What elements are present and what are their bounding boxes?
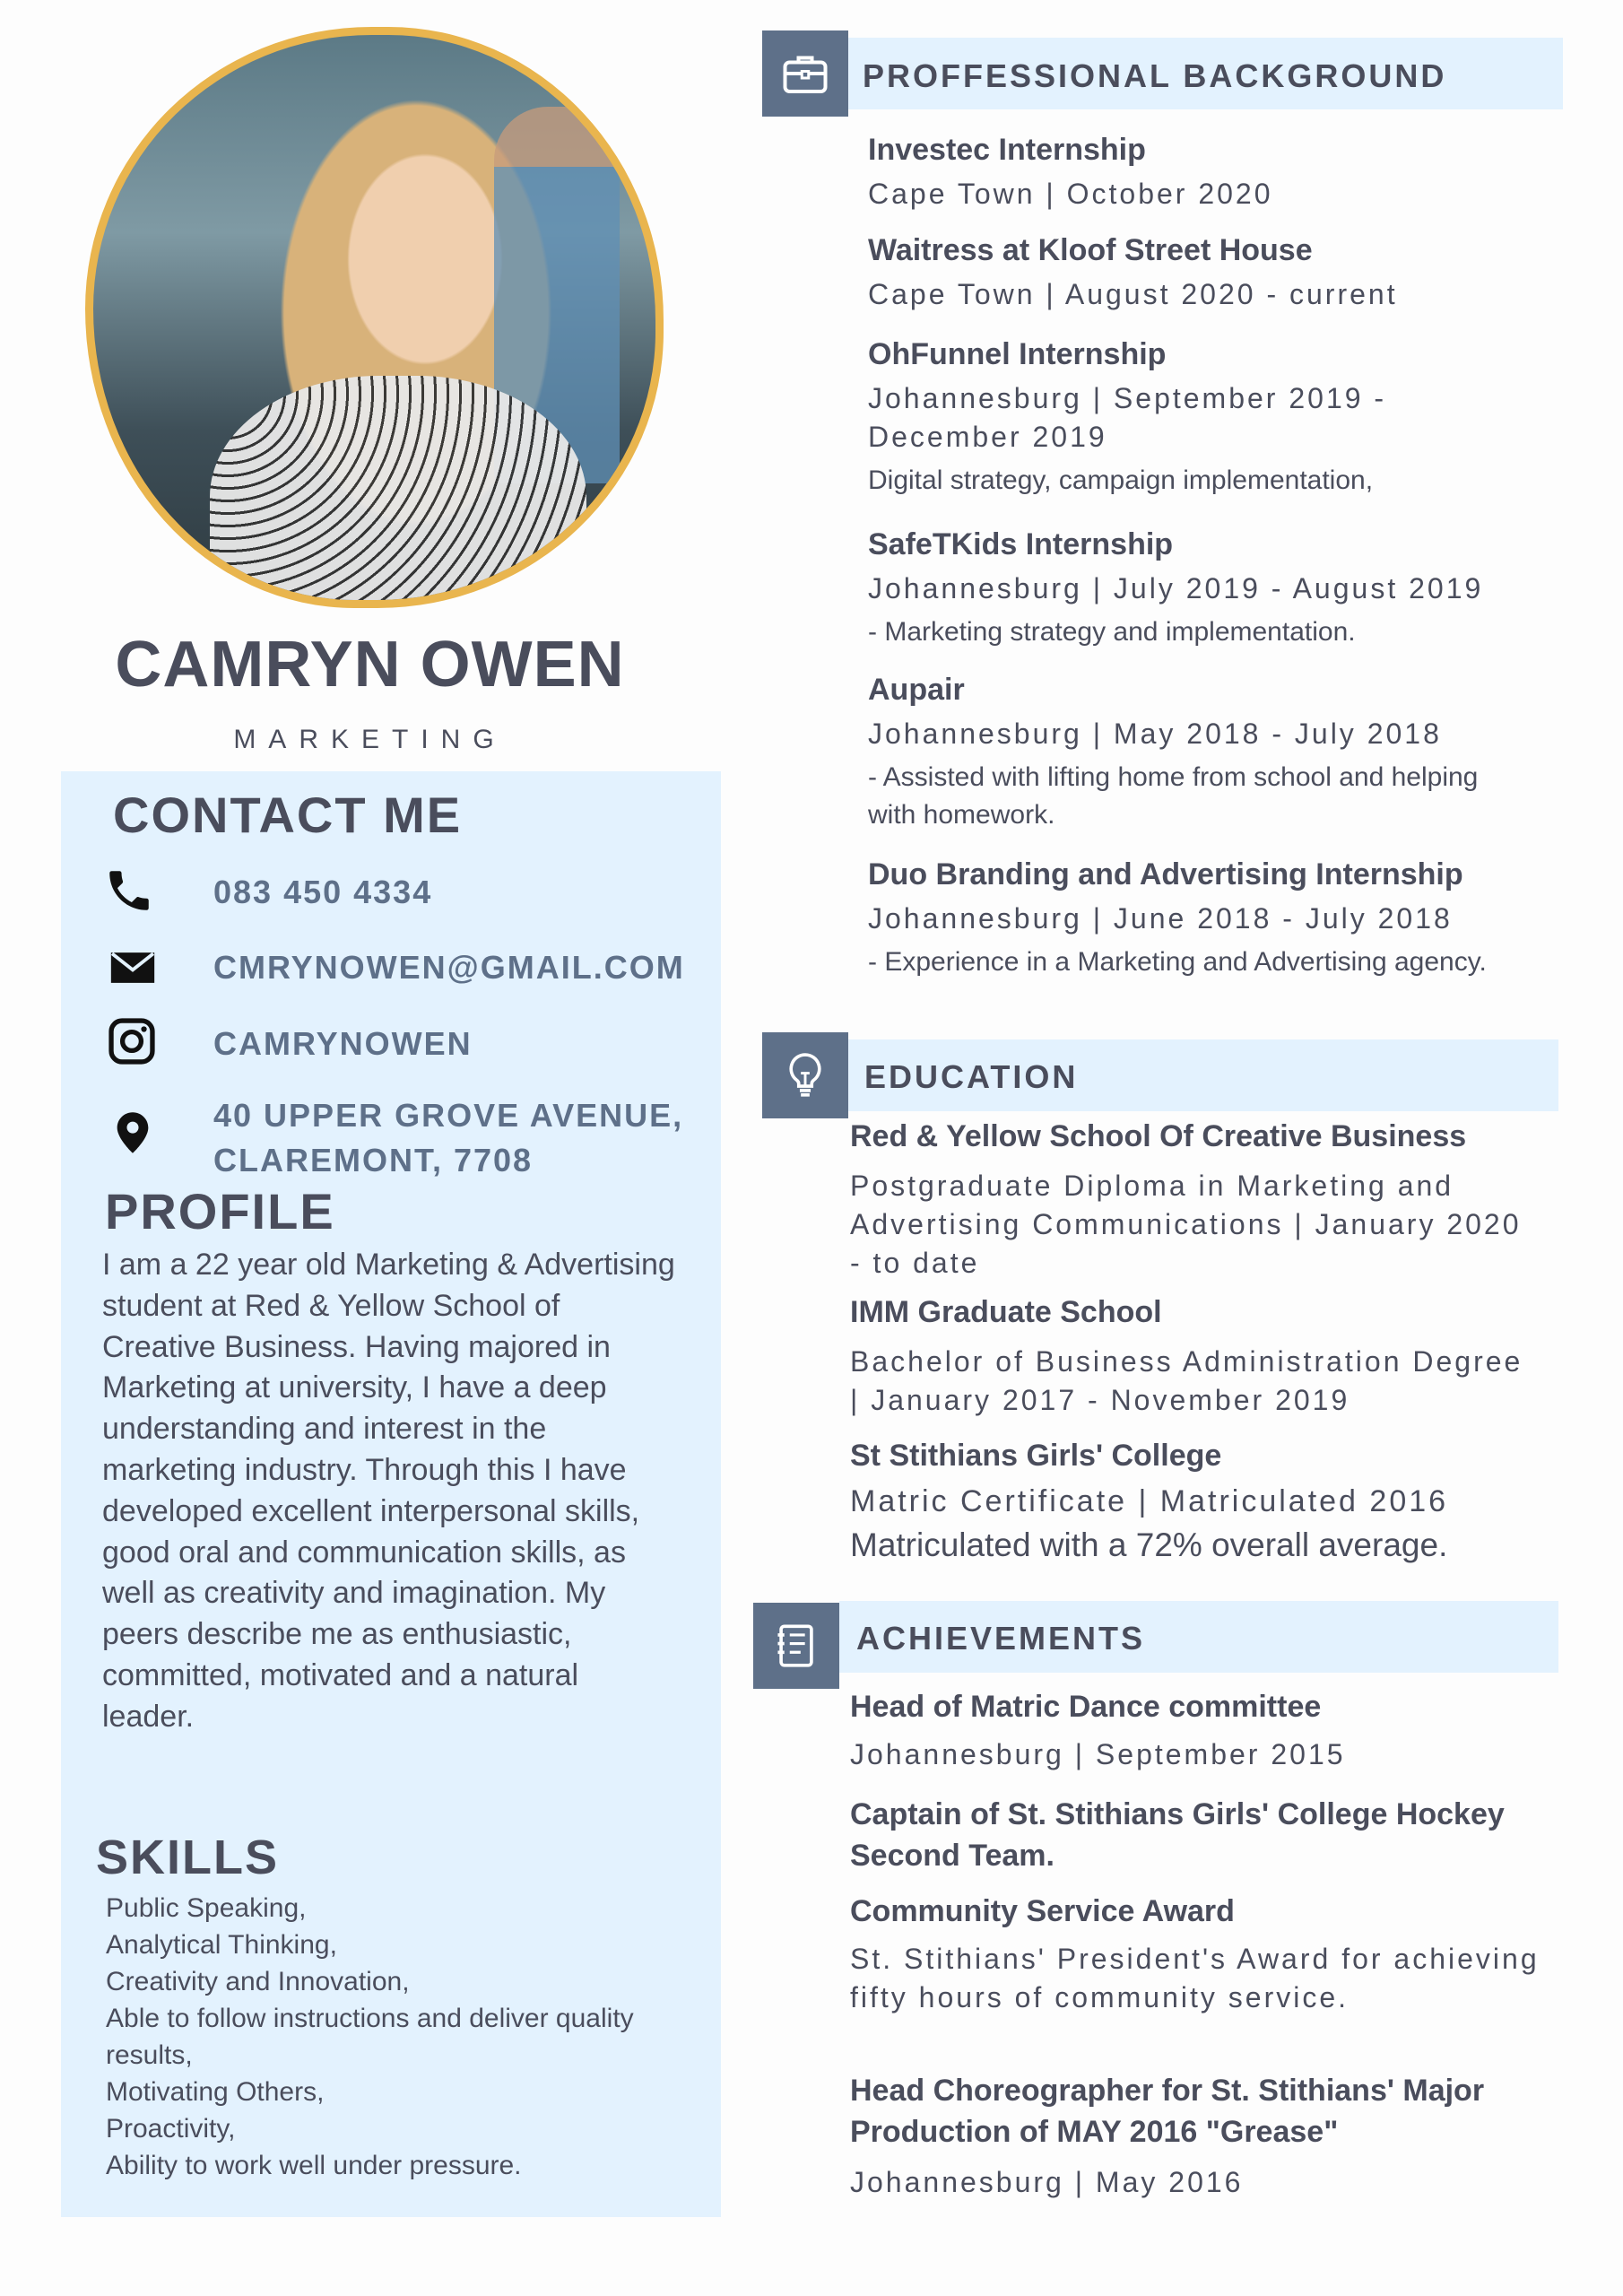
job-description: - Marketing strategy and implementation.: [868, 617, 1356, 647]
notebook-icon: [753, 1603, 839, 1689]
education-item: [850, 1295, 1532, 1420]
skill-item: Analytical Thinking,: [106, 1930, 337, 1960]
achievements-heading: ACHIEVEMENTS: [856, 1620, 1146, 1657]
job-description: - Assisted with lifting home from school and helping with homework.: [868, 762, 1479, 830]
contact-address: [213, 1093, 683, 1183]
job-meta: Cape Town | August 2020 - current: [868, 278, 1398, 310]
job-description: - Experience in a Marketing and Advertising agency.: [868, 947, 1487, 977]
phone-icon: [103, 865, 157, 918]
experience-heading: PROFFESSIONAL BACKGROUND: [863, 57, 1447, 94]
job-meta: Cape Town | October 2020: [868, 178, 1273, 210]
achievement-detail: Johannesburg | May 2016: [850, 2166, 1244, 2198]
job-title: Duo Branding and Advertising Internship: [868, 857, 1463, 891]
address-line-2: CLAREMONT, 7708: [213, 1142, 534, 1178]
profile-photo: [85, 27, 664, 608]
contact-instagram[interactable]: CAMRYNOWEN: [213, 1025, 473, 1062]
skill-item: Proactivity,: [106, 2114, 236, 2144]
job-title: OhFunnel Internship: [868, 337, 1167, 371]
job-title: SafeTKids Internship: [868, 527, 1174, 561]
education-heading: EDUCATION: [864, 1058, 1079, 1095]
job-meta: Johannesburg | July 2019 - August 2019: [868, 572, 1484, 604]
achievement-detail: St. Stithians' President's Award for achieving fifty hours of community service.: [850, 1943, 1540, 2013]
person-role: MARKETING: [233, 725, 507, 754]
briefcase-icon: [762, 30, 848, 117]
job-item: [868, 857, 1514, 981]
person-name: CAMRYN OWEN: [115, 629, 625, 700]
achievement-title: Captain of St. Stithians Girls' College Hockey Second Team.: [850, 1797, 1505, 1873]
skill-item: Public Speaking,: [106, 1893, 307, 1923]
envelope-icon: [103, 942, 157, 996]
job-description: Digital strategy, campaign implementation,: [868, 465, 1374, 495]
address-line-1: 40 UPPER GROVE AVENUE,: [213, 1097, 684, 1134]
contact-email[interactable]: CMRYNOWEN@GMAIL.COM: [213, 949, 685, 986]
skill-item: Creativity and Innovation,: [106, 1967, 410, 1996]
contact-phone[interactable]: 083 450 4334: [213, 874, 433, 910]
education-detail: Matric Certificate | Matriculated 2016: [850, 1484, 1449, 1518]
achievement-title: Community Service Award: [850, 1894, 1235, 1928]
achievement-item: [850, 1894, 1558, 2017]
education-detail: Postgraduate Diploma in Marketing and Advertising Communications | January 2020 - to date: [850, 1170, 1522, 1279]
job-item: [868, 337, 1514, 500]
education-detail: Bachelor of Business Administration Degree | January 2017 - November 2019: [850, 1345, 1523, 1416]
education-item: [850, 1439, 1558, 1564]
achievement-item: [850, 1794, 1558, 1876]
skill-item: Ability to work well under pressure.: [106, 2151, 522, 2180]
job-meta: Johannesburg | May 2018 - July 2018: [868, 718, 1442, 750]
achievement-title: Head of Matric Dance committee: [850, 1690, 1322, 1724]
lightbulb-icon: [762, 1032, 848, 1118]
job-title: Investec Internship: [868, 133, 1146, 167]
job-item: [868, 673, 1496, 834]
job-meta: Johannesburg | September 2019 - December 2019: [868, 382, 1387, 453]
job-item: [868, 233, 1549, 314]
skills-list: [106, 1890, 698, 2184]
job-title: Aupair: [868, 673, 965, 707]
profile-heading: PROFILE: [105, 1183, 335, 1239]
achievement-title: Head Choreographer for St. Stithians' Major Production of MAY 2016 "Grease": [850, 2074, 1485, 2149]
achievement-item: [850, 1690, 1558, 1774]
achievement-item: [850, 2070, 1558, 2202]
skills-heading: SKILLS: [96, 1831, 280, 1884]
job-title: Waitress at Kloof Street House: [868, 233, 1313, 267]
instagram-icon: [106, 1015, 160, 1069]
education-note: Matriculated with a 72% overall average.: [850, 1526, 1448, 1563]
education-item: [850, 1119, 1532, 1283]
contact-heading: CONTACT ME: [113, 787, 463, 843]
achievement-detail: Johannesburg | September 2015: [850, 1738, 1346, 1770]
education-school: Red & Yellow School Of Creative Business: [850, 1119, 1467, 1153]
profile-text: I am a 22 year old Marketing & Advertising student at Red & Yellow School of Creative Business. Having majored in Marketing at university, I have a deep understanding and interest in the marketing industry. Through this I have developed excellent interpersonal skills, good oral and communication skills, as well as creativity and imagination. My peers describe me as enthusiastic, committed, motivated and a natural leader.: [102, 1248, 675, 1734]
skill-item: Motivating Others,: [106, 2077, 325, 2107]
skill-item: Able to follow instructions and deliver quality results,: [106, 2004, 634, 2070]
job-item: [868, 527, 1549, 651]
education-school: St Stithians Girls' College: [850, 1439, 1222, 1473]
job-item: [868, 133, 1549, 213]
location-pin-icon: [109, 1105, 163, 1159]
education-school: IMM Graduate School: [850, 1295, 1162, 1329]
job-meta: Johannesburg | June 2018 - July 2018: [868, 902, 1453, 935]
